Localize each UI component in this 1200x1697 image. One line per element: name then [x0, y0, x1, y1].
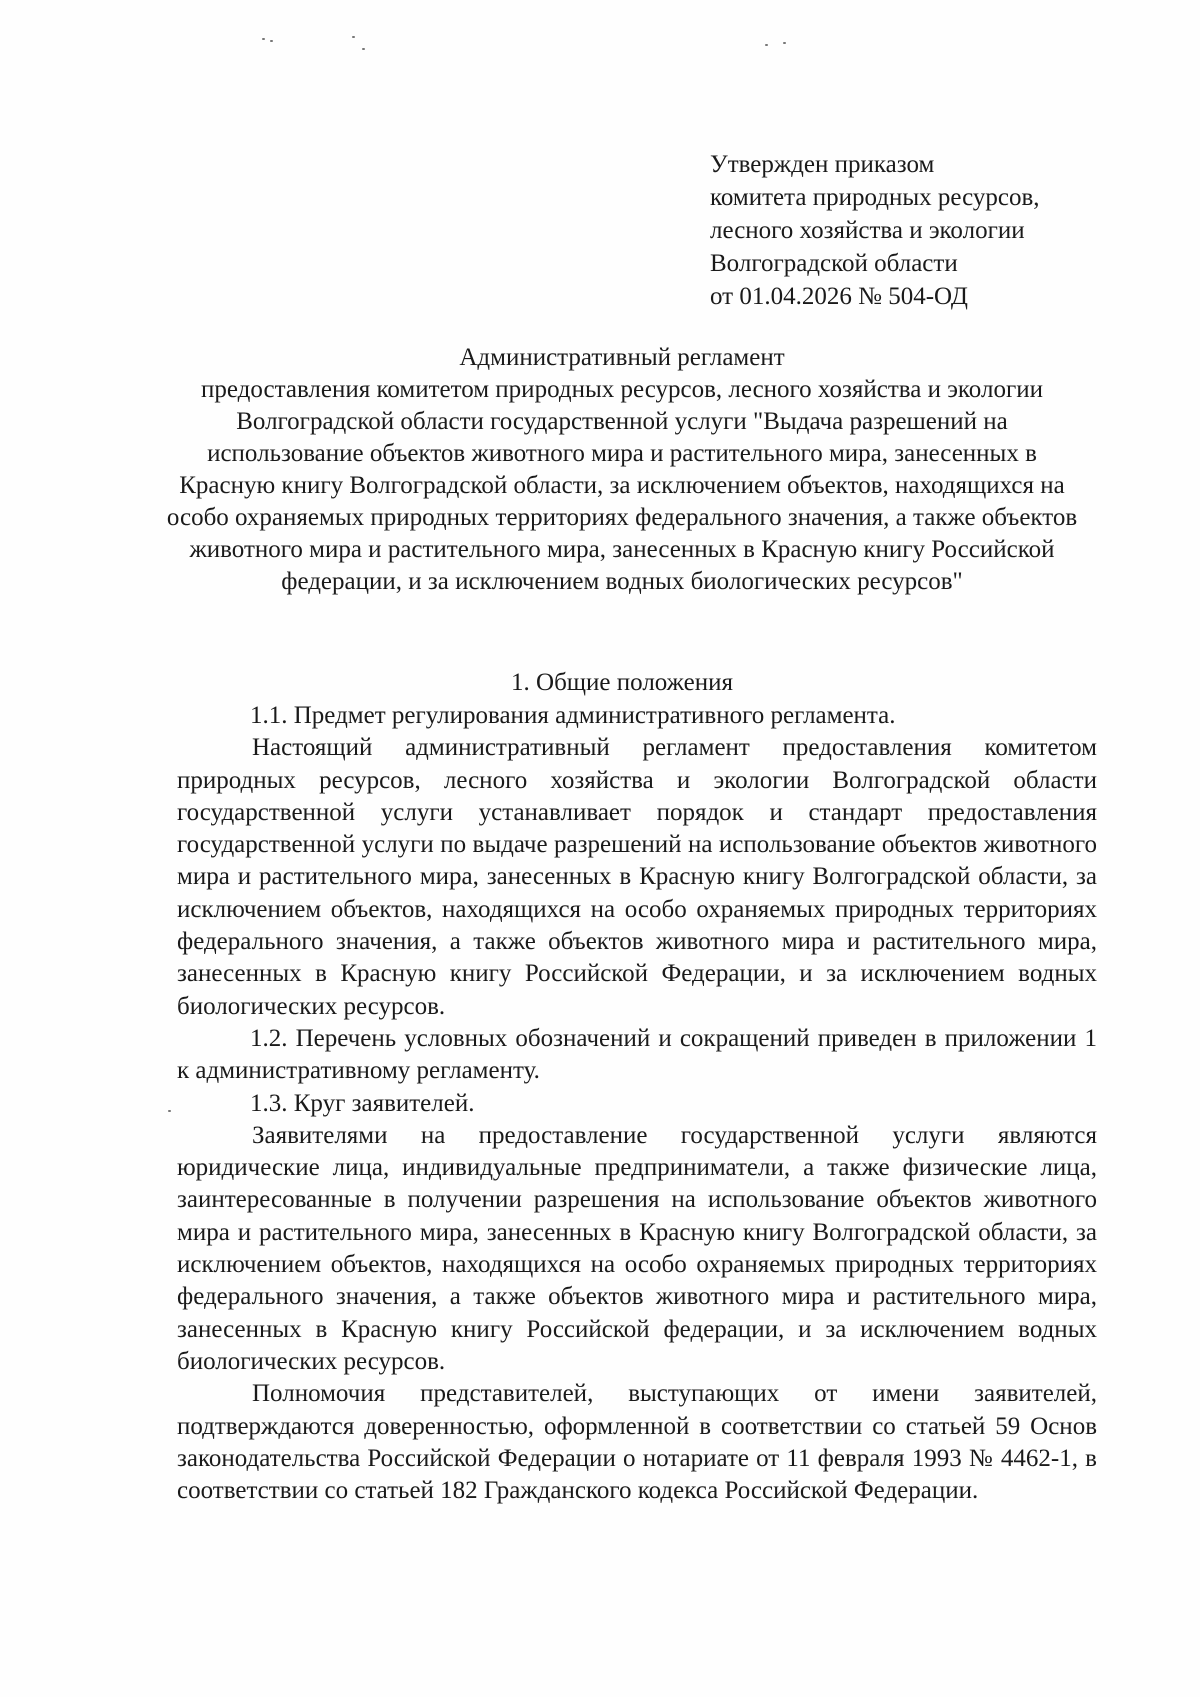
clause-1-3-text: Заявителями на предоставление государственной услуги являются юридические лица, индивидуальные предприниматели, а также физические лица, заинтересованные в получении разрешения на использование объектов животного мира и растительного мира, занесенных в Красную книгу Волгоградской области, за исключением объектов, находящихся на особо охраняемых природных территориях федерального значения, а также объектов животного мира и растительного мира, занесенных в Красную книгу Российской федерации, и за исключением водных биологических ресурсов. [177, 1121, 1097, 1375]
regulation-subject: предоставления комитетом природных ресурсов, лесного хозяйства и экологии Волгоградской области государственной услуги "Выдача разрешений на использование объектов животного мира и растительного мира, занесенных в Красную книгу Волгоградской области, за исключением объектов, находящихся на особо охраняемых природных территориях федерального значения, а также объектов животного мира и растительного мира, занесенных в Красную книгу Российской федерации, и за исключением водных биологических ресурсов" [166, 376, 1078, 595]
regulation-title [160, 342, 1084, 598]
regulation-heading: Административный регламент [459, 344, 785, 371]
approval-line-2: комитета природных ресурсов, [710, 184, 1040, 211]
clause-1-2: 1.2. Перечень условных обозначений и сокращений приведен в приложении 1 к административному регламенту. [177, 1024, 1097, 1085]
approval-line-3: лесного хозяйства и экологии [710, 217, 1025, 244]
approval-stamp-block [710, 148, 1040, 313]
representatives-paragraph: Полномочия представителей, выступающих от имени заявителей, подтверждаются доверенностью, оформленной в соответствии со статьей 59 Основ законодательства Российской Федерации о нотариате от 11 февраля 1993 № 4462-1, в соответствии со статьей 182 Гражданского кодекса Российской Федерации. [177, 1380, 1097, 1505]
clause-1-1: 1.1. Предмет регулирования административного регламента. [250, 702, 896, 729]
clause-1-1-text: Настоящий административный регламент предоставления комитетом природных ресурсов, лесного хозяйства и экологии Волгоградской области государственной услуги устанавливает порядок и стандарт предоставления государственной услуги по выдаче разрешений на использование объектов животного мира и растительного мира, занесенных в Красную книгу Волгоградской области, за исключением объектов, находящихся на особо охраняемых природных территориях федерального значения, а также объектов животного мира и растительного мира, занесенных в Красную книгу Российской Федерации, и за исключением водных биологических ресурсов. [177, 734, 1097, 1020]
section-heading: 1. Общие положения [511, 669, 733, 696]
document-body [177, 700, 1097, 1507]
approval-line-4: Волгоградской области [710, 250, 958, 277]
clause-1-3: 1.3. Круг заявителей. [250, 1089, 475, 1117]
approval-line-1: Утвержден приказом [710, 151, 935, 178]
approval-line-5: от 01.04.2026 № 504-ОД [710, 283, 968, 310]
